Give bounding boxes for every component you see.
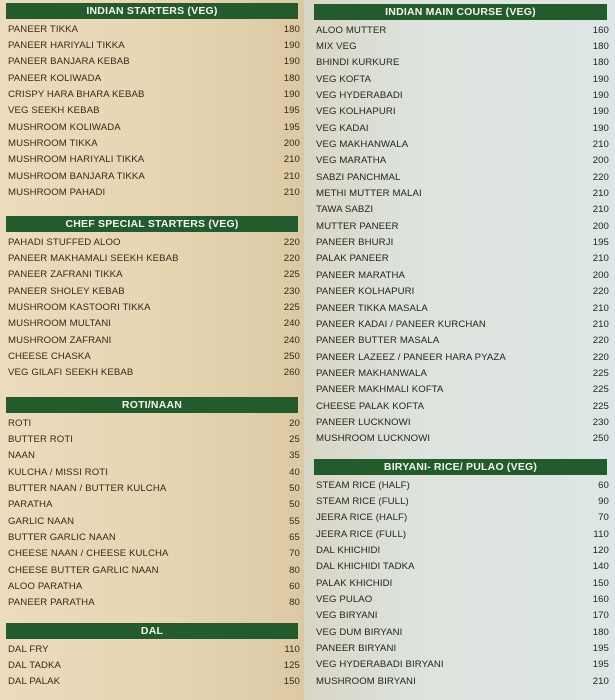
menu-item bbox=[0, 299, 304, 315]
menu-item bbox=[0, 497, 304, 513]
menu-item bbox=[0, 657, 304, 673]
menu-item-price: 240 bbox=[283, 334, 300, 346]
menu-item-name: VEG MAKHANWALA bbox=[316, 139, 409, 151]
menu-item-price: 210 bbox=[592, 188, 609, 200]
menu-item-name: PANEER BHURJI bbox=[316, 237, 394, 249]
menu-item-price: 220 bbox=[592, 351, 609, 363]
menu-item-price: 225 bbox=[283, 302, 300, 314]
menu-item bbox=[304, 477, 615, 493]
menu-item-name: MUSHROOM HARIYALI TIKKA bbox=[8, 154, 145, 166]
menu-item-price: 70 bbox=[598, 512, 609, 524]
menu-item-price: 200 bbox=[283, 138, 300, 150]
menu-item bbox=[0, 595, 304, 611]
menu-item bbox=[0, 448, 304, 464]
menu-item bbox=[304, 398, 615, 414]
menu-item bbox=[304, 657, 615, 673]
menu-item-price: 195 bbox=[592, 237, 609, 249]
menu-item-name: VEG KOLHAPURI bbox=[316, 106, 396, 118]
menu-item-price: 80 bbox=[289, 597, 300, 609]
menu-item bbox=[0, 480, 304, 496]
menu-item-name: PANEER TIKKA bbox=[8, 23, 79, 35]
menu-item bbox=[0, 103, 304, 119]
menu-item bbox=[0, 250, 304, 266]
menu-item-name: MUSHROOM LUCKNOWI bbox=[316, 433, 431, 445]
menu-item-price: 80 bbox=[289, 564, 300, 576]
menu-item-name: NAAN bbox=[8, 450, 36, 462]
menu-item bbox=[304, 382, 615, 398]
menu-item-name: VEG PULAO bbox=[316, 594, 373, 606]
menu-right-column bbox=[304, 0, 615, 700]
menu-item-name: JEERA RICE (HALF) bbox=[316, 512, 408, 524]
menu-item bbox=[304, 71, 615, 87]
menu-item-price: 200 bbox=[592, 220, 609, 232]
menu-item-name: MUSHROOM PAHADI bbox=[8, 187, 106, 199]
menu-item-price: 225 bbox=[592, 367, 609, 379]
menu-item-price: 210 bbox=[283, 187, 300, 199]
menu-item-price: 180 bbox=[283, 72, 300, 84]
menu-item bbox=[304, 234, 615, 250]
menu-item bbox=[304, 38, 615, 54]
menu-item-price: 200 bbox=[592, 269, 609, 281]
menu-item bbox=[304, 55, 615, 71]
menu-item bbox=[304, 202, 615, 218]
menu-item-price: 260 bbox=[283, 367, 300, 379]
section-title: INDIAN MAIN COURSE (VEG) bbox=[314, 4, 607, 20]
menu-item-name: BUTTER NAAN / BUTTER KULCHA bbox=[8, 483, 167, 495]
menu-item-name: STEAM RICE (HALF) bbox=[316, 479, 410, 491]
menu-item bbox=[304, 284, 615, 300]
menu-item-price: 150 bbox=[592, 577, 609, 589]
menu-item-price: 220 bbox=[592, 171, 609, 183]
menu-item bbox=[304, 673, 615, 689]
menu-item-name: PANEER MAKHMALI KOFTA bbox=[316, 384, 444, 396]
menu-item-price: 220 bbox=[592, 335, 609, 347]
menu-item-price: 140 bbox=[592, 561, 609, 573]
menu-item-price: 195 bbox=[592, 659, 609, 671]
menu-item bbox=[0, 184, 304, 200]
menu-item bbox=[304, 251, 615, 267]
menu-item bbox=[304, 218, 615, 234]
menu-item-name: ALOO MUTTER bbox=[316, 24, 387, 36]
menu-item bbox=[0, 348, 304, 364]
menu-item-price: 180 bbox=[592, 57, 609, 69]
menu-item bbox=[304, 169, 615, 185]
menu-item-price: 25 bbox=[289, 434, 300, 446]
menu-item-price: 120 bbox=[592, 545, 609, 557]
menu-item-price: 60 bbox=[598, 479, 609, 491]
menu-item-name: VEG HYDERABADI BIRYANI bbox=[316, 659, 444, 671]
menu-item-name: PANEER ZAFRANI TIKKA bbox=[8, 269, 123, 281]
menu-item bbox=[304, 493, 615, 509]
menu-section-roti-naan bbox=[0, 397, 304, 611]
menu-item-price: 225 bbox=[592, 384, 609, 396]
menu-item bbox=[0, 168, 304, 184]
menu-item-price: 250 bbox=[283, 351, 300, 363]
menu-item-name: MUSHROOM BIRYANI bbox=[316, 675, 416, 687]
menu-section-chef-special-starters-veg bbox=[0, 216, 304, 381]
section-title: BIRYANI- RICE/ PULAO (VEG) bbox=[314, 459, 607, 475]
menu-item-price: 20 bbox=[289, 417, 300, 429]
menu-item-price: 210 bbox=[592, 204, 609, 216]
menu-item-name: VEG GILAFI SEEKH KEBAB bbox=[8, 367, 134, 379]
menu-item-price: 110 bbox=[593, 528, 609, 540]
menu-item-name: PANEER BANJARA KEBAB bbox=[8, 56, 130, 68]
section-title: INDIAN STARTERS (VEG) bbox=[6, 3, 298, 19]
menu-item-name: CHEESE PALAK KOFTA bbox=[316, 400, 425, 412]
menu-item-price: 55 bbox=[289, 515, 300, 527]
menu-item-name: DAL TADKA bbox=[8, 660, 61, 672]
menu-item-name: VEG SEEKH KEBAB bbox=[8, 105, 100, 117]
menu-item bbox=[304, 510, 615, 526]
menu-item-name: VEG KOFTA bbox=[316, 73, 372, 85]
menu-item bbox=[304, 333, 615, 349]
menu-item bbox=[0, 332, 304, 348]
menu-item-name: PAHADI STUFFED ALOO bbox=[8, 236, 121, 248]
menu-item bbox=[0, 365, 304, 381]
menu-item-name: PANEER PARATHA bbox=[8, 597, 95, 609]
menu-item-name: ROTI bbox=[8, 417, 32, 429]
menu-item-name: PANEER LAZEEZ / PANEER HARA PYAZA bbox=[316, 351, 506, 363]
menu-item bbox=[0, 119, 304, 135]
menu-item-name: MUSHROOM TIKKA bbox=[8, 138, 98, 150]
menu-item-name: MUSHROOM MULTANI bbox=[8, 318, 112, 330]
menu-item-name: VEG MARATHA bbox=[316, 155, 387, 167]
menu-item-price: 190 bbox=[283, 56, 300, 68]
menu-item-price: 210 bbox=[592, 139, 609, 151]
menu-item-name: MUSHROOM ZAFRANI bbox=[8, 334, 112, 346]
menu-item bbox=[304, 365, 615, 381]
menu-item bbox=[304, 575, 615, 591]
menu-item bbox=[304, 185, 615, 201]
menu-item-name: TAWA SABZI bbox=[316, 204, 374, 216]
menu-item-price: 225 bbox=[592, 400, 609, 412]
menu-section-indian-main-course-veg bbox=[304, 4, 615, 447]
menu-item-price: 210 bbox=[592, 253, 609, 265]
menu-section-biryani-rice-pulao-veg bbox=[304, 459, 615, 689]
menu-item-name: VEG KADAI bbox=[316, 122, 369, 134]
menu-item-name: MUTTER PANEER bbox=[316, 220, 399, 232]
menu-item-name: PANEER KADAI / PANEER KURCHAN bbox=[316, 318, 486, 330]
menu-item-name: PALAK PANEER bbox=[316, 253, 389, 265]
menu-item bbox=[304, 591, 615, 607]
menu-item bbox=[0, 37, 304, 53]
menu-item bbox=[304, 267, 615, 283]
menu-item bbox=[304, 559, 615, 575]
menu-item-price: 220 bbox=[592, 286, 609, 298]
menu-section-dal bbox=[0, 623, 304, 690]
menu-item bbox=[0, 578, 304, 594]
menu-item-name: PARATHA bbox=[8, 499, 53, 511]
menu-item-price: 60 bbox=[289, 581, 300, 593]
menu-item-name: PANEER BUTTER MASALA bbox=[316, 335, 440, 347]
menu-item-name: MUSHROOM BANJARA TIKKA bbox=[8, 170, 145, 182]
menu-item bbox=[304, 104, 615, 120]
menu-item-name: PALAK KHICHIDI bbox=[316, 577, 393, 589]
menu-item-price: 50 bbox=[289, 499, 300, 511]
menu-item bbox=[304, 526, 615, 542]
menu-item-price: 90 bbox=[598, 496, 609, 508]
menu-item-price: 150 bbox=[283, 676, 300, 688]
section-title: DAL bbox=[6, 623, 298, 639]
menu-item-price: 35 bbox=[289, 450, 300, 462]
menu-item-name: CHEESE NAAN / CHEESE KULCHA bbox=[8, 548, 169, 560]
menu-item-name: STEAM RICE (FULL) bbox=[316, 496, 409, 508]
menu-item-name: DAL KHICHIDI TADKA bbox=[316, 561, 415, 573]
menu-item-price: 125 bbox=[283, 660, 300, 672]
menu-item bbox=[0, 152, 304, 168]
menu-item bbox=[304, 640, 615, 656]
menu-item bbox=[304, 136, 615, 152]
menu-item-name: ALOO PARATHA bbox=[8, 581, 83, 593]
menu-item-price: 190 bbox=[592, 90, 609, 102]
menu-item-price: 65 bbox=[289, 532, 300, 544]
menu-item-price: 110 bbox=[284, 643, 300, 655]
section-title: ROTI/NAAN bbox=[6, 397, 298, 413]
menu-item-price: 180 bbox=[283, 23, 300, 35]
menu-left-column bbox=[0, 0, 304, 700]
menu-item bbox=[304, 22, 615, 38]
menu-item bbox=[304, 316, 615, 332]
menu-item bbox=[304, 120, 615, 136]
menu-item-price: 190 bbox=[592, 122, 609, 134]
menu-item-price: 210 bbox=[283, 170, 300, 182]
menu-item-name: MUSHROOM KOLIWADA bbox=[8, 121, 121, 133]
menu-item-name: VEG DUM BIRYANI bbox=[316, 626, 403, 638]
menu-item bbox=[0, 464, 304, 480]
menu-item bbox=[304, 153, 615, 169]
menu-item-name: VEG HYDERABADI bbox=[316, 90, 403, 102]
menu-item bbox=[304, 300, 615, 316]
menu-item-name: PANEER KOLIWADA bbox=[8, 72, 102, 84]
menu-item-name: PANEER MAKHANWALA bbox=[316, 367, 427, 379]
menu-item bbox=[304, 349, 615, 365]
menu-item-price: 190 bbox=[283, 40, 300, 52]
menu-item-name: PANEER BIRYANI bbox=[316, 643, 397, 655]
menu-item bbox=[304, 431, 615, 447]
section-title: CHEF SPECIAL STARTERS (VEG) bbox=[6, 216, 298, 232]
menu-item-price: 170 bbox=[592, 610, 609, 622]
menu-item-name: PANEER MAKHAMALI SEEKH KEBAB bbox=[8, 253, 179, 265]
menu-item bbox=[304, 608, 615, 624]
menu-item-name: METHI MUTTER MALAI bbox=[316, 188, 422, 200]
menu-item-name: BUTTER GARLIC NAAN bbox=[8, 532, 116, 544]
menu-item-name: JEERA RICE (FULL) bbox=[316, 528, 407, 540]
menu-item bbox=[0, 431, 304, 447]
menu-item bbox=[0, 674, 304, 690]
menu-item-price: 195 bbox=[592, 643, 609, 655]
menu-item-name: PANEER HARIYALI TIKKA bbox=[8, 40, 125, 52]
menu-item-price: 210 bbox=[592, 318, 609, 330]
menu-item-name: PANEER KOLHAPURI bbox=[316, 286, 415, 298]
menu-item-name: MUSHROOM KASTOORI TIKKA bbox=[8, 302, 151, 314]
menu-item bbox=[0, 415, 304, 431]
menu-item-price: 210 bbox=[283, 154, 300, 166]
menu-item bbox=[0, 546, 304, 562]
menu-item bbox=[0, 316, 304, 332]
menu-item-name: BUTTER ROTI bbox=[8, 434, 74, 446]
menu-section-indian-starters-veg bbox=[0, 3, 304, 201]
menu-item-name: PANEER LUCKNOWI bbox=[316, 416, 411, 428]
menu-item-name: CRISPY HARA BHARA KEBAB bbox=[8, 89, 145, 101]
menu-item-name: PANEER MARATHA bbox=[316, 269, 405, 281]
menu-item bbox=[0, 86, 304, 102]
menu-item-price: 195 bbox=[283, 121, 300, 133]
menu-item bbox=[0, 135, 304, 151]
menu-item-price: 70 bbox=[289, 548, 300, 560]
menu-item bbox=[0, 54, 304, 70]
menu-item bbox=[0, 283, 304, 299]
menu-item-name: DAL PALAK bbox=[8, 676, 61, 688]
menu-item-price: 210 bbox=[592, 675, 609, 687]
menu-item-price: 160 bbox=[592, 24, 609, 36]
menu-item bbox=[0, 21, 304, 37]
menu-item-name: KULCHA / MISSI ROTI bbox=[8, 466, 108, 478]
menu-item-price: 200 bbox=[592, 155, 609, 167]
menu-item-name: CHEESE CHASKA bbox=[8, 351, 91, 363]
menu-item-name: VEG BIRYANI bbox=[316, 610, 378, 622]
menu-item-price: 225 bbox=[283, 269, 300, 281]
menu-item-name: MIX VEG bbox=[316, 41, 357, 53]
menu-item-name: PANEER TIKKA MASALA bbox=[316, 302, 428, 314]
menu-item-name: GARLIC NAAN bbox=[8, 515, 75, 527]
menu-item-price: 190 bbox=[592, 73, 609, 85]
menu-item bbox=[0, 267, 304, 283]
menu-item-price: 220 bbox=[283, 253, 300, 265]
menu-item bbox=[0, 513, 304, 529]
menu-item bbox=[304, 87, 615, 103]
menu-item-name: CHEESE BUTTER GARLIC NAAN bbox=[8, 564, 159, 576]
menu-item-name: BHINDI KURKURE bbox=[316, 57, 400, 69]
menu-item bbox=[0, 562, 304, 578]
menu-item-price: 230 bbox=[592, 416, 609, 428]
menu-item bbox=[0, 641, 304, 657]
menu-item-price: 180 bbox=[592, 626, 609, 638]
menu-item-price: 210 bbox=[592, 302, 609, 314]
menu-item-price: 220 bbox=[283, 236, 300, 248]
menu-item-price: 190 bbox=[283, 89, 300, 101]
menu-item-price: 160 bbox=[592, 594, 609, 606]
menu-item-price: 180 bbox=[592, 41, 609, 53]
menu-item bbox=[304, 624, 615, 640]
menu-item-name: DAL KHICHIDI bbox=[316, 545, 381, 557]
menu-item-price: 240 bbox=[283, 318, 300, 330]
menu-item-name: PANEER SHOLEY KEBAB bbox=[8, 285, 125, 297]
menu-item-price: 190 bbox=[592, 106, 609, 118]
menu-item-price: 250 bbox=[592, 433, 609, 445]
menu-item-name: SABZI PANCHMAL bbox=[316, 171, 401, 183]
menu-item bbox=[304, 414, 615, 430]
menu-item bbox=[0, 529, 304, 545]
menu-item-price: 195 bbox=[283, 105, 300, 117]
menu-item bbox=[0, 234, 304, 250]
menu-item-name: DAL FRY bbox=[8, 643, 49, 655]
menu-item-price: 230 bbox=[283, 285, 300, 297]
menu-item bbox=[0, 70, 304, 86]
menu-item bbox=[304, 542, 615, 558]
menu-item-price: 50 bbox=[289, 483, 300, 495]
menu-item-price: 40 bbox=[289, 466, 300, 478]
